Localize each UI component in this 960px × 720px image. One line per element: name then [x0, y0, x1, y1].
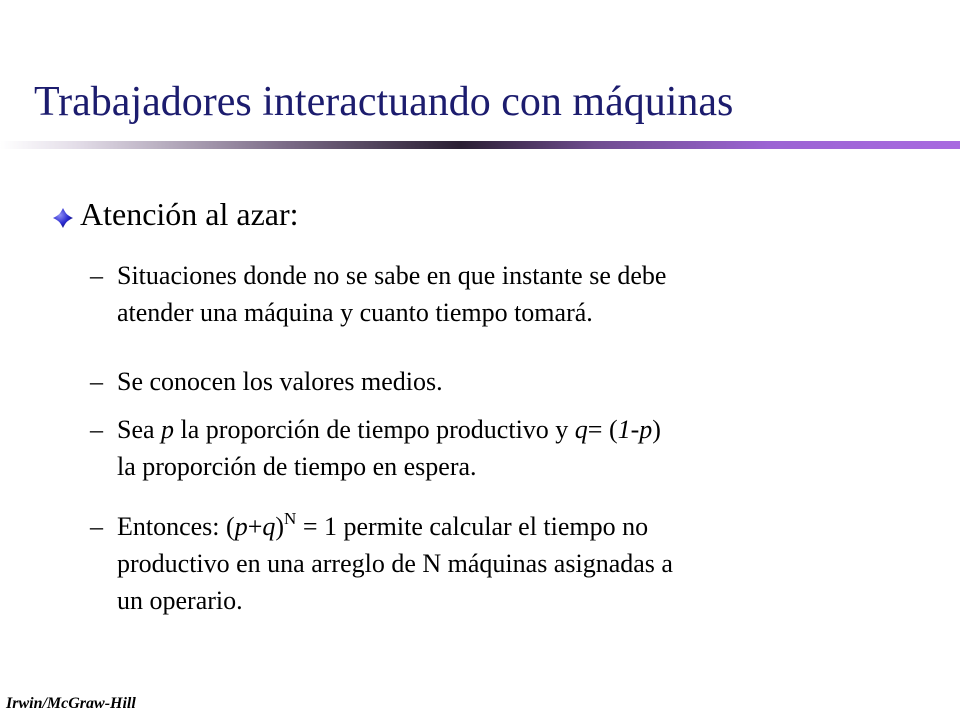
text-run: ): [652, 415, 661, 444]
sub-bullet-line: Situaciones donde no se sabe en que instante se debe: [117, 261, 667, 290]
dash-marker: –: [90, 415, 103, 444]
sub-bullet-situaciones: [90, 257, 666, 331]
diamond-bullet-icon: [52, 207, 74, 229]
var-p: p: [161, 415, 175, 444]
number-one: 1: [617, 415, 631, 444]
footer-publisher: Irwin/McGraw-Hill: [6, 695, 136, 712]
dash-marker: –: [90, 261, 103, 290]
sub-bullet-line: la proporción de tiempo en espera.: [117, 452, 477, 481]
slide-title: Trabajadores interactuando con máquinas: [34, 79, 734, 125]
sub-bullet-line: [117, 411, 661, 448]
plus-sign: +: [247, 512, 263, 541]
text-run: = 1 permite calcular el tiempo no: [296, 512, 649, 541]
text-run: la proporción de tiempo productivo y: [174, 415, 575, 444]
sub-bullet-line: un operario.: [117, 586, 243, 615]
title-rule: [0, 141, 960, 149]
dash-marker: –: [90, 367, 103, 396]
text-run: = (: [587, 415, 618, 444]
sub-bullet-proporcion: [90, 411, 661, 485]
dash-marker: –: [90, 512, 103, 541]
main-bullet-text: Atención al azar:: [80, 196, 299, 232]
sub-bullet-line: atender una máquina y cuanto tiempo tomará.: [117, 298, 593, 327]
exponent-n: N: [284, 509, 297, 528]
sub-bullet-line: Se conocen los valores medios.: [117, 367, 443, 396]
var-q: q: [574, 415, 588, 444]
sub-bullet-line: [117, 508, 673, 545]
text-run: ): [275, 512, 285, 541]
text-run: Entonces: (: [117, 512, 235, 541]
sub-bullet-line: productivo en una arreglo de N máquinas asignadas a: [117, 549, 673, 578]
var-p: p: [234, 512, 248, 541]
sub-bullet-valores-medios: [90, 363, 443, 400]
text-run: Sea: [117, 415, 162, 444]
var-q: q: [262, 512, 276, 541]
sub-bullet-entonces: [90, 508, 673, 619]
var-p: p: [639, 415, 653, 444]
minus-sign: -: [630, 415, 640, 444]
